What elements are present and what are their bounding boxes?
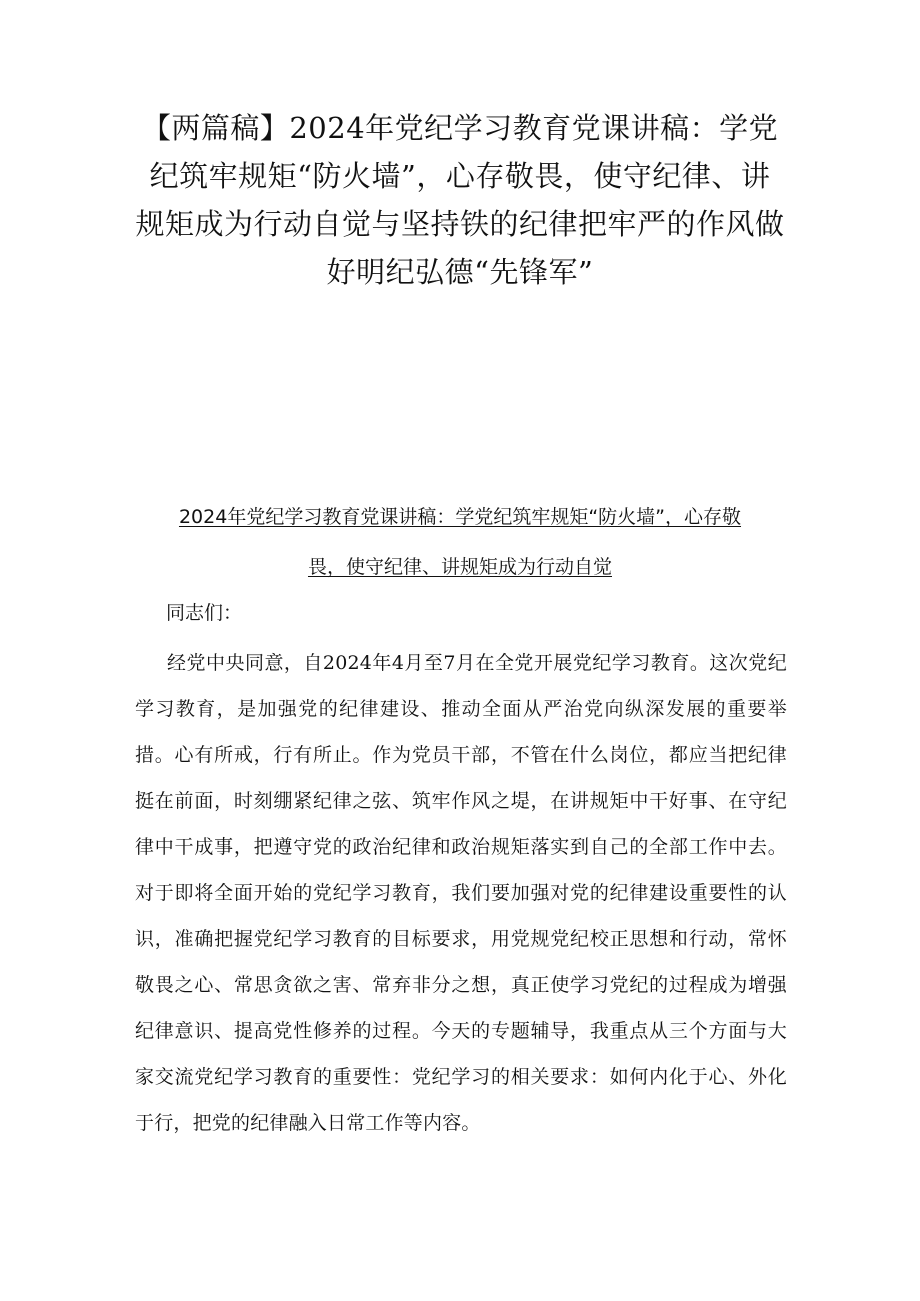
body-paragraph: 经党中央同意，自2024年4月至7月在全党开展党纪学习教育。这次党纪学习教育，是加强党的纪律建设、推动全面从严治党向纵深发展的重要举措。心有所戒，行有所止。作为党员干部，不管在什么岗位，都应当把纪律挺在前面，时刻绷紧纪律之弦、筑牢作风之堤，在讲规矩中干好事、在守纪律中干成事，把遵守党的政治纪律和政治规矩落实到自己的全部工作中去。对于即将全面开始的党纪学习教育，我们要加强对党的纪律建设重要性的认识，准确把握党纪学习教育的目标要求，用党规党纪校正思想和行动，常怀敬畏之心、常思贪欲之害、常弃非分之想，真正使学习党纪的过程成为增强纪律意识、提高党性修养的过程。今天的专题辅导，我重点从三个方面与大家交流党纪学习教育的重要性：党纪学习的相关要求：如何内化于心、外化于行，把党的纪律融入日常工作等内容。 [135,652,787,1134]
section-title-line-1: 2024年党纪学习教育党课讲稿：学党纪筑牢规矩“防火墙”，心存敬 [178,506,742,528]
document-title: 【两篇稿】2024年党纪学习教育党课讲稿：学党纪筑牢规矩“防火墙”，心存敬畏，使守纪律、讲规矩成为行动自觉与坚持铁的纪律把牢严的作风做好明纪弘德“先锋军” [135,111,785,289]
greeting: 同志们： [166,602,243,624]
section-title-line-2: 畏，使守纪律、讲规矩成为行动自觉 [307,556,612,578]
section-title [135,492,785,592]
